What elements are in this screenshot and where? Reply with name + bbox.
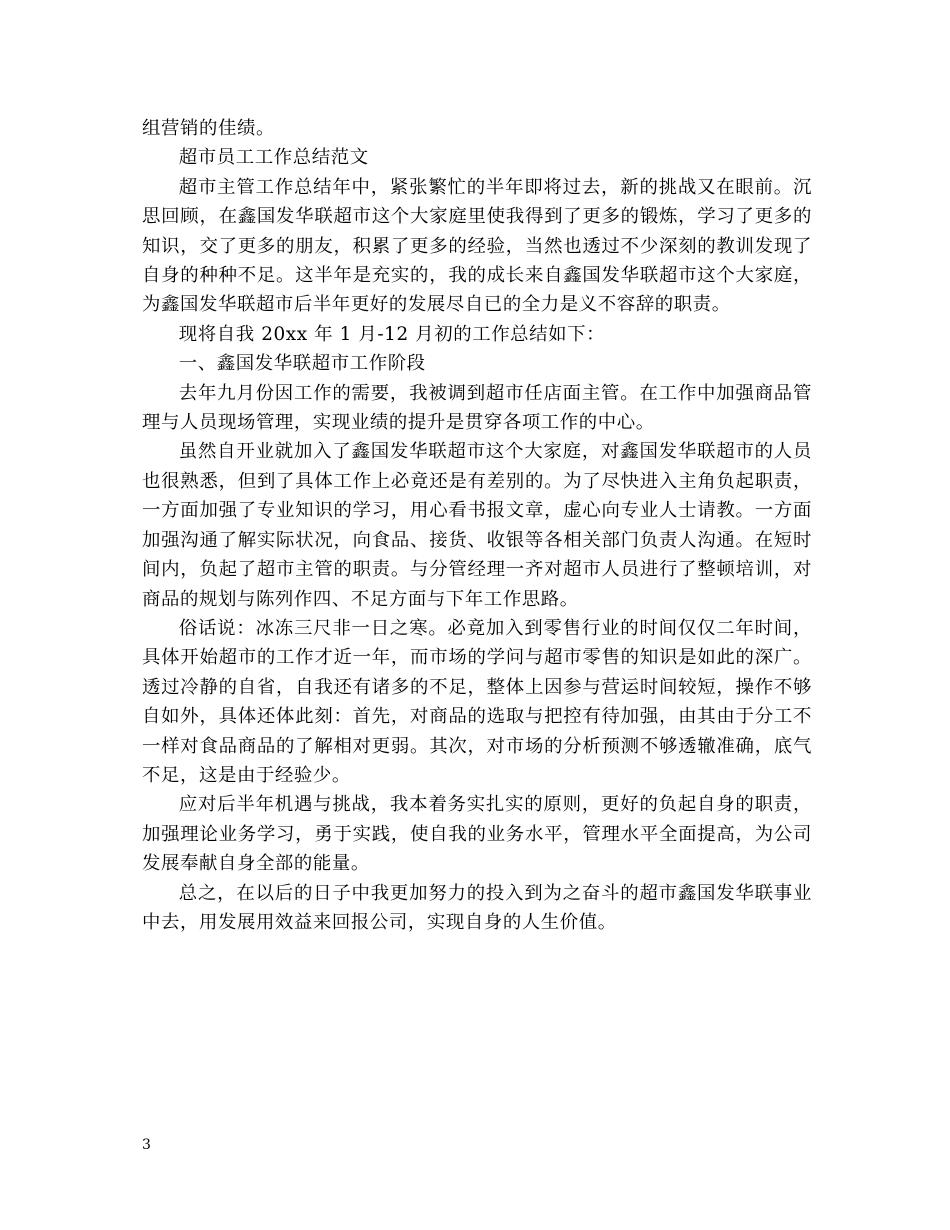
paragraph-6: 去年九月份因工作的需要，我被调到超市任店面主管。在工作中加强商品管理与人员现场管理，实现业绩的提升是贯穿各项工作的中心。 xyxy=(142,382,812,434)
paragraph-8: 俗话说：冰冻三尺非一日之寒。必竟加入到零售行业的时间仅仅二年时间，具体开始超市的工作才近一年，而市场的学问与超市零售的知识是如此的深广。透过冷静的自省，自我还有诸多的不足，整体上因参与营运时间较短，操作不够自如外，具体还体此刻：首先，对商品的选取与把控有待加强，由其由于分工不一样对食品商品的了解相对更弱。其次，对市场的分析预测不够透辙准确，底气不足，这是由于经验少。 xyxy=(142,617,812,786)
paragraph-5-section-heading: 一、鑫国发华联超市工作阶段 xyxy=(178,353,426,375)
paragraph-10: 总之，在以后的日子中我更加努力的投入到为之奋斗的超市鑫国发华联事业中去，用发展用效益来回报公司，实现自身的人生价值。 xyxy=(142,882,812,933)
page-number: 3 xyxy=(142,1137,151,1153)
paragraph-2-heading: 超市员工工作总结范文 xyxy=(178,147,369,169)
paragraph-3: 超市主管工作总结年中，紧张繁忙的半年即将过去，新的挑战又在眼前。沉思回顾，在鑫国发华联超市这个大家庭里使我得到了更多的锻炼，学习了更多的知识，交了更多的朋友，积累了更多的经验，当然也透过不少深刻的教训发现了自身的种种不足。这半年是充实的，我的成长来自鑫国发华联超市这个大家庭，为鑫国发华联超市后半年更好的发展尽自已的全力是义不容辞的职责。 xyxy=(142,176,812,316)
paragraph-7: 虽然自开业就加入了鑫国发华联超市这个大家庭，对鑫国发华联超市的人员也很熟悉，但到了具体工作上必竟还是有差别的。为了尽快进入主角负起职责，一方面加强了专业知识的学习，用心看书报文章，虚心向专业人士请教。一方面加强沟通了解实际状况，向食品、接货、收银等各相关部门负责人沟通。在短时间内，负起了超市主管的职责。与分管经理一齐对超市人员进行了整顿培训，对商品的规划与陈列作四、不足方面与下年工作思路。 xyxy=(142,441,812,610)
paragraph-9: 应对后半年机遇与挑战，我本着务实扎实的原则，更好的负起自身的职责，加强理论业务学习，勇于实践，使自我的业务水平，管理水平全面提高，为公司发展奉献自身全部的能量。 xyxy=(142,794,812,875)
document-body xyxy=(142,114,812,937)
paragraph-4: 现将自我 20xx 年 1 月-12 月初的工作总结如下： xyxy=(178,323,606,345)
paragraph-1: 组营销的佳绩。 xyxy=(142,118,275,139)
